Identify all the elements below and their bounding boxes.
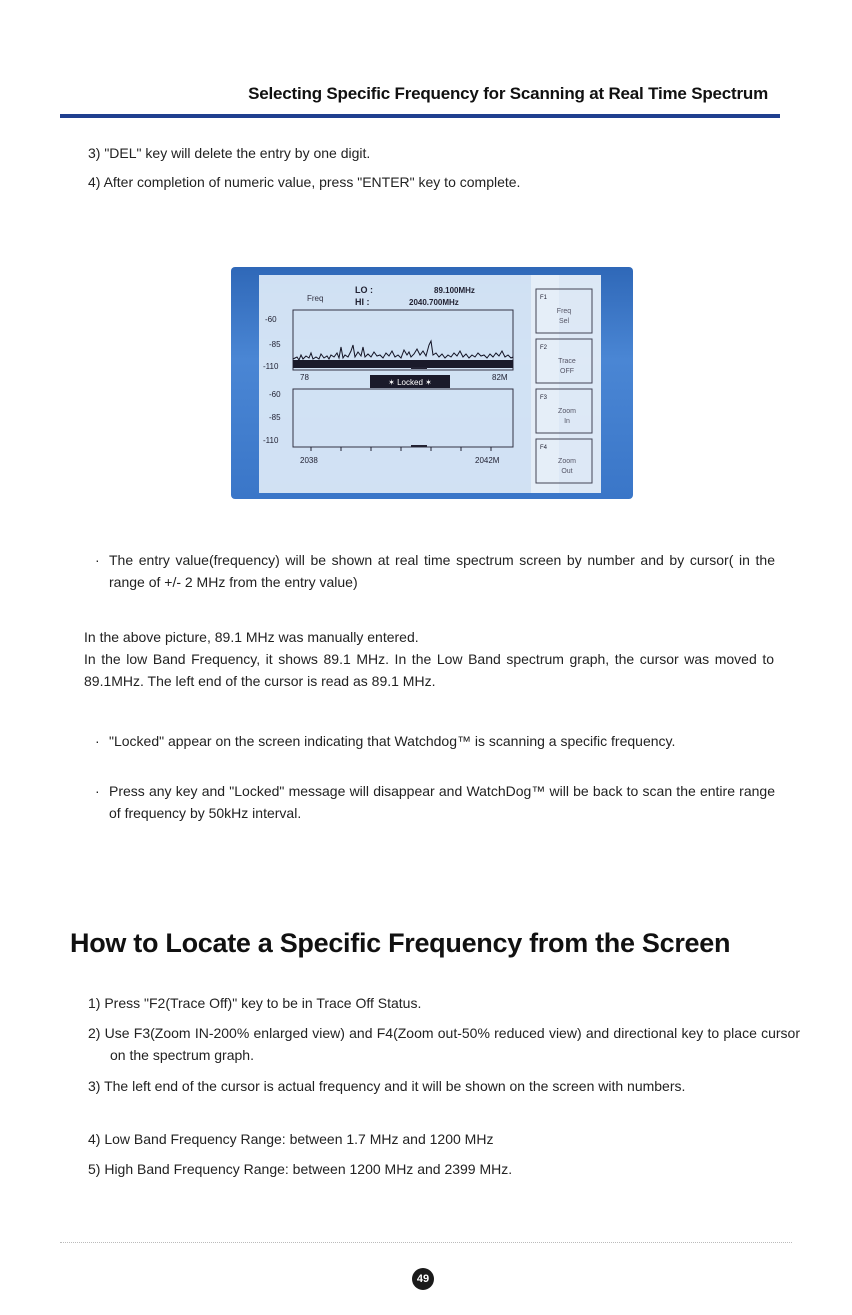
softkey-f2-line2: OFF (560, 368, 574, 375)
softkey-f3-line1: Zoom (558, 408, 576, 415)
softkey-f2-key: F2 (540, 345, 548, 351)
footer-divider (60, 1242, 792, 1243)
hi-value: 2040.700MHz (409, 298, 459, 307)
upper-y-tick-2: -85 (269, 340, 281, 349)
lower-y-tick-2: -85 (269, 413, 281, 422)
freq-label: Freq (307, 294, 324, 303)
bullet-locked-appear (95, 730, 775, 774)
bullet-dot: · (95, 783, 100, 799)
bullet-dot: · (95, 552, 100, 568)
bullet-dot: · (95, 733, 100, 749)
bullet-text: Press any key and "Locked" message will disappear and WatchDog™ will be back to scan the entire range of frequency by 50kHz interval. (109, 783, 775, 821)
softkey-f2-line1: Trace (558, 358, 576, 365)
softkey-f4-key: F4 (540, 445, 548, 451)
step-bottom-1: 1) Press "F2(Trace Off)" key to be in Trace Off Status. (88, 995, 422, 1011)
upper-x-left: 78 (300, 373, 309, 382)
header-divider (60, 114, 780, 118)
spectrum-screen-image (231, 267, 633, 499)
page-header-title: Selecting Specific Frequency for Scanning at Real Time Spectrum (248, 84, 768, 103)
upper-y-tick-1: -60 (265, 315, 277, 324)
upper-y-tick-3: -110 (263, 362, 279, 371)
lower-x-right: 2042M (475, 456, 500, 465)
paragraph-line-2: In the low Band Frequency, it shows 89.1 MHz. In the Low Band spectrum graph, the cursor was moved to 89.1MHz. The left end of the cursor is read as 89.1 MHz. (84, 651, 774, 689)
upper-x-right: 82M (492, 373, 508, 382)
softkey-f1-line1: Freq (556, 308, 572, 315)
bullet-entry-value (95, 549, 775, 593)
lower-y-tick-3: -110 (263, 436, 279, 445)
step-top-4: 4) After completion of numeric value, press "ENTER" key to complete. (88, 174, 521, 190)
paragraph-line-1: In the above picture, 89.1 MHz was manually entered. (84, 629, 419, 645)
locked-badge: ✶ Locked ✶ (388, 378, 432, 387)
softkey-f1-key: F1 (540, 295, 548, 301)
hi-label: HI : (355, 297, 370, 307)
step-bottom-5: 5) High Band Frequency Range: between 1200 MHz and 2399 MHz. (88, 1161, 513, 1177)
section-title: How to Locate a Specific Frequency from the Screen (70, 928, 731, 958)
step-bottom-3: 3) The left end of the cursor is actual frequency and it will be shown on the screen with numbers. (88, 1078, 686, 1094)
softkey-f4-line1: Zoom (558, 458, 576, 465)
lower-x-left: 2038 (300, 456, 318, 465)
step-top-3: 3) "DEL" key will delete the entry by one digit. (88, 145, 371, 161)
bullet-text: The entry value(frequency) will be shown at real time spectrum screen by number and by cursor( in the range of +/- 2 MHz from the entry value) (109, 552, 775, 590)
bullet-press-any-key (95, 780, 775, 824)
step-bottom-4: 4) Low Band Frequency Range: between 1.7 MHz and 1200 MHz (88, 1131, 494, 1147)
softkey-f4-line2: Out (561, 468, 573, 475)
lo-value: 89.100MHz (434, 286, 475, 295)
softkey-f3-key: F3 (540, 395, 548, 401)
softkey-f3-line2: In (564, 418, 570, 425)
lower-y-tick-1: -60 (269, 390, 281, 399)
page-number: 49 (412, 1268, 434, 1290)
bullet-text: "Locked" appear on the screen indicating that Watchdog™ is scanning a specific frequency. (109, 733, 676, 749)
step-bottom-2: 2) Use F3(Zoom IN-200% enlarged view) and F4(Zoom out-50% reduced view) and directional key to place cursor on the spectrum graph. (88, 1025, 800, 1063)
softkey-f1-line2: Sel (558, 318, 570, 325)
lo-label: LO : (355, 285, 373, 295)
